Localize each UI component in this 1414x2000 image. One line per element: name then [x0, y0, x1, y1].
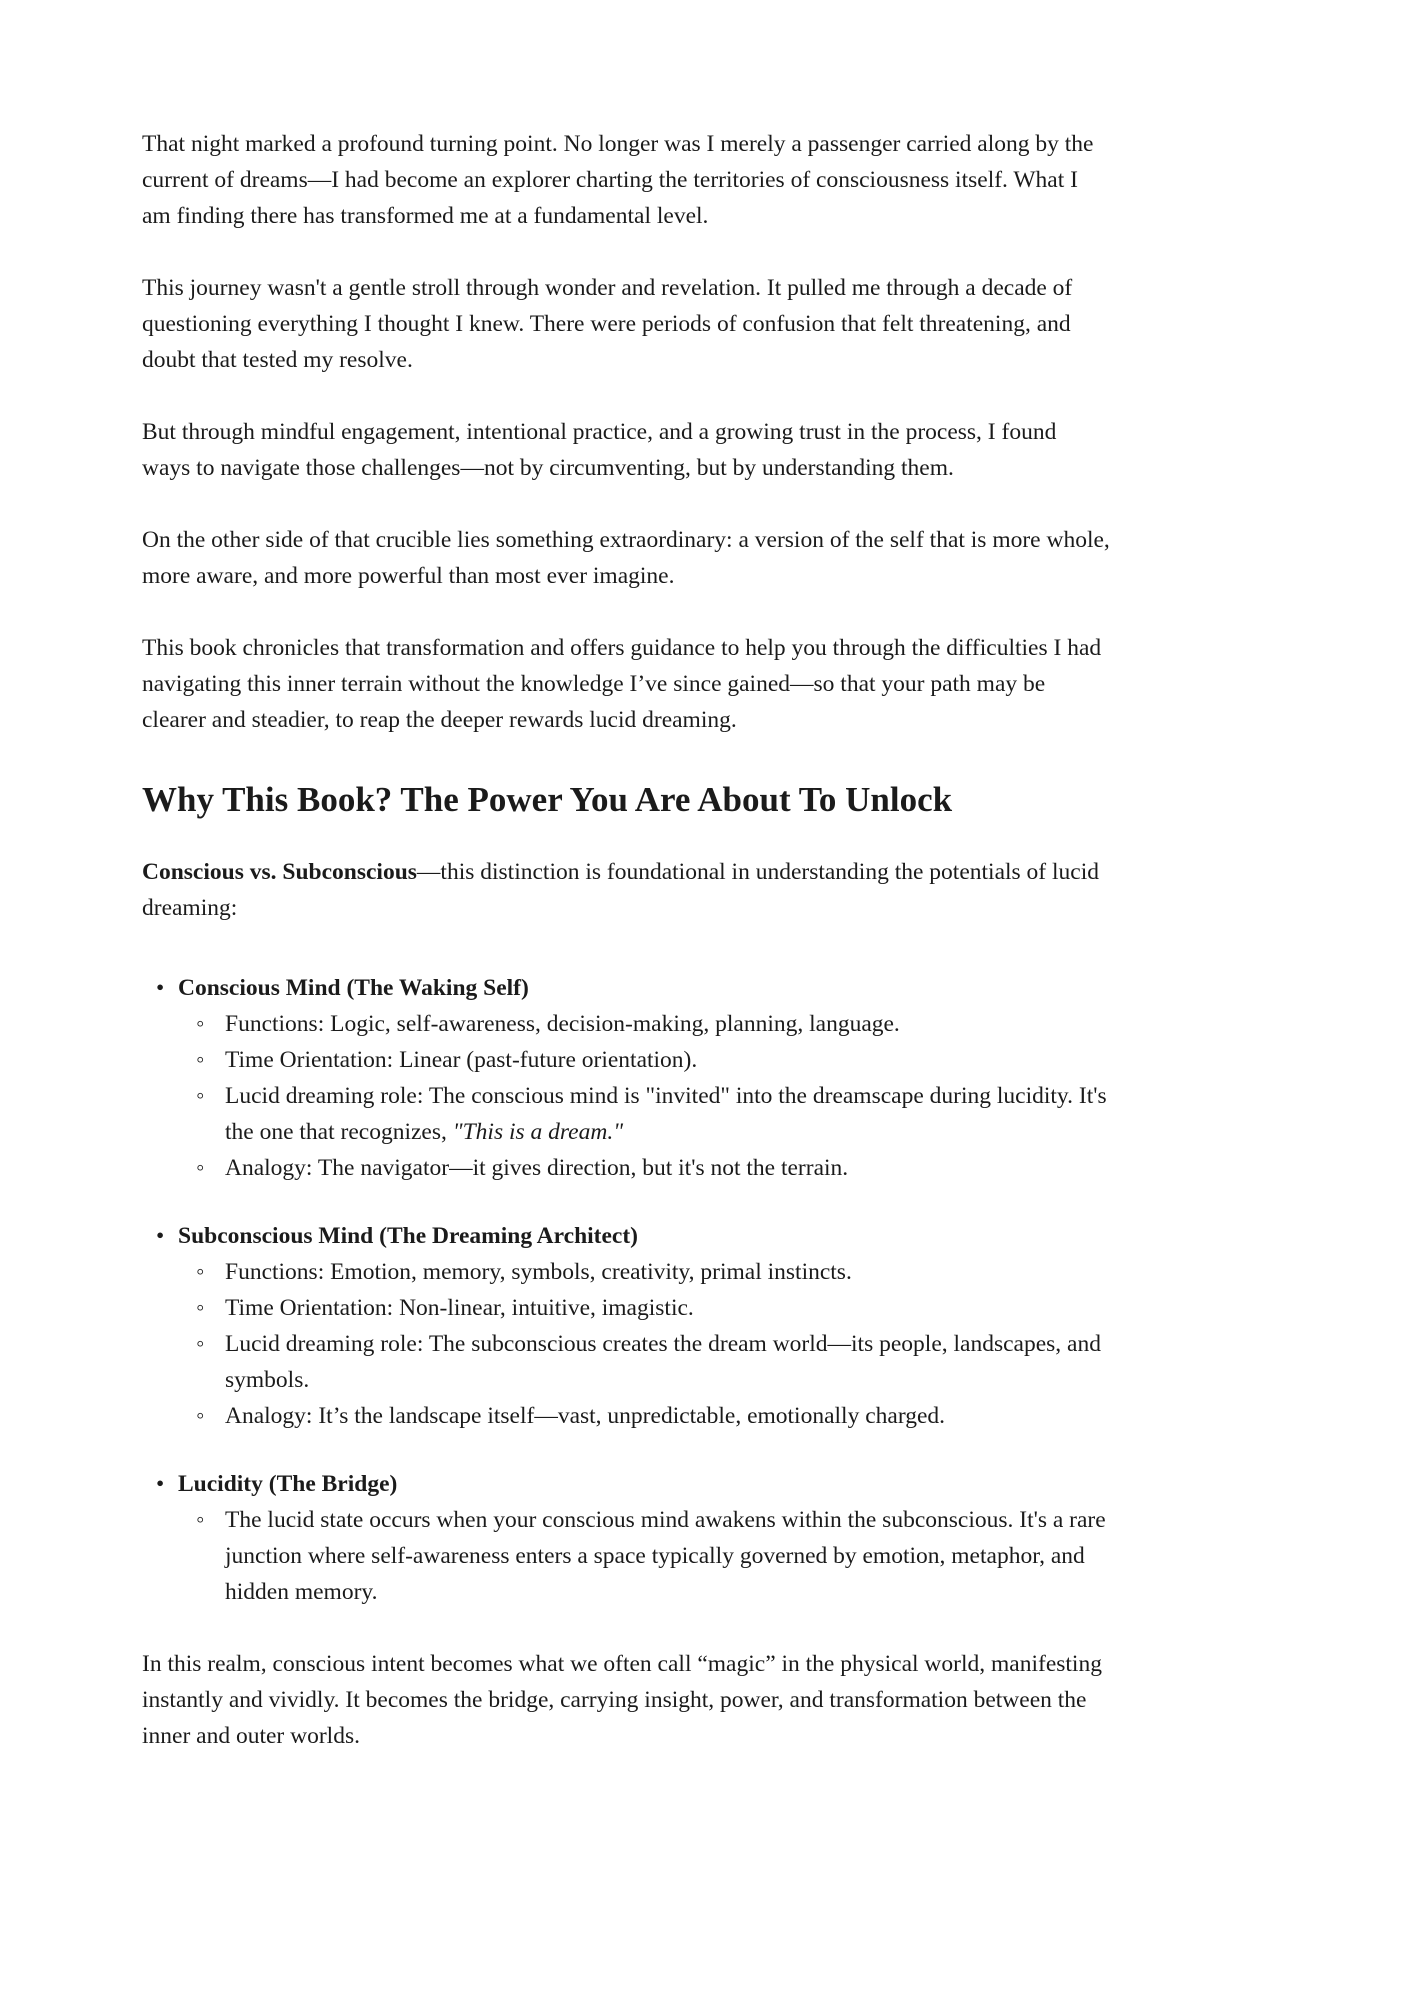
paragraph-mindful-engagement: But through mindful engagement, intentional practice, and a growing trust in the process, I found ways to navigate those challenges—not by circumventing, but by understanding them.	[142, 419, 1057, 481]
sublist-item-functions	[178, 1006, 1110, 1042]
sublist-item-italic-text: "This is a dream."	[452, 1119, 624, 1145]
circle-bullet-icon: ◦	[196, 1047, 205, 1073]
sublist-item-lucid-dreaming-role	[178, 1078, 1110, 1150]
sublist-conscious-mind	[178, 1006, 1110, 1186]
circle-bullet-icon: ◦	[196, 1259, 205, 1285]
sublist-item-text: Time Orientation: Non-linear, intuitive, imagistic.	[225, 1295, 694, 1321]
sublist-item-lucid-dreaming-role	[178, 1326, 1110, 1398]
paragraph-crucible: On the other side of that crucible lies something extraordinary: a version of the self that is more whole, more aware, and more powerful than most ever imagine.	[142, 527, 1110, 589]
sublist-subconscious-mind	[178, 1254, 1110, 1434]
intro-rest-text: —this distinction is foundational in understanding the potentials of lucid dreaming:	[142, 859, 1099, 921]
paragraph-book-chronicles: This book chronicles that transformation and offers guidance to help you through the difficulties I had navigating this inner terrain without the knowledge I’ve since gained—so that your path may be clearer and steadier, to reap the deeper rewards lucid dreaming.	[142, 635, 1102, 733]
paragraph-journey: This journey wasn't a gentle stroll through wonder and revelation. It pulled me through a decade of questioning everything I thought I knew. There were periods of confusion that felt threatening, and doubt that tested my resolve.	[142, 275, 1073, 373]
disc-bullet-icon: •	[156, 975, 165, 1001]
circle-bullet-icon: ◦	[196, 1403, 205, 1429]
circle-bullet-icon: ◦	[196, 1083, 205, 1109]
sublist-item-time-orientation	[178, 1290, 1110, 1326]
section-heading: Why This Book? The Power You Are About To Unlock	[142, 780, 953, 819]
sublist-item-text: Analogy: The navigator—it gives direction, but it's not the terrain.	[225, 1155, 849, 1181]
circle-bullet-icon: ◦	[196, 1011, 205, 1037]
sublist-item-lucid-state	[178, 1502, 1110, 1610]
sublist-item-text: Functions: Logic, self-awareness, decision-making, planning, language.	[225, 1011, 900, 1037]
sublist-lucidity	[178, 1502, 1110, 1610]
sublist-item-text: Lucid dreaming role: The subconscious creates the dream world—its people, landscapes, and symbols.	[225, 1331, 1101, 1393]
list-item-conscious-mind	[142, 970, 1110, 1186]
document-content	[142, 126, 1110, 1790]
sublist-item-analogy	[178, 1398, 1110, 1434]
circle-bullet-icon: ◦	[196, 1155, 205, 1181]
list-item-lucidity	[142, 1466, 1110, 1610]
sublist-item-text: Lucid dreaming role: The conscious mind is "invited" into the dreamscape during lucidity. It's the one that recognizes,	[225, 1083, 1107, 1145]
sublist-item-text: The lucid state occurs when your conscious mind awakens within the subconscious. It's a rare junction where self-awareness enters a space typically governed by emotion, metaphor, and hidden memory.	[225, 1507, 1106, 1605]
list-item-title: Subconscious Mind (The Dreaming Architect)	[178, 1223, 639, 1249]
paragraph-turning-point: That night marked a profound turning point. No longer was I merely a passenger carried along by the current of dreams—I had become an explorer charting the territories of consciousness itself. What I am finding there has transformed me at a fundamental level.	[142, 131, 1094, 229]
list-item-subconscious-mind	[142, 1218, 1110, 1434]
intro-paragraph	[142, 854, 1110, 926]
circle-bullet-icon: ◦	[196, 1295, 205, 1321]
sublist-item-time-orientation	[178, 1042, 1110, 1078]
sublist-item-text: Analogy: It’s the landscape itself—vast, unpredictable, emotionally charged.	[225, 1403, 946, 1429]
intro-bold-term: Conscious vs. Subconscious	[142, 859, 417, 885]
disc-bullet-icon: •	[156, 1223, 165, 1249]
concepts-list	[142, 970, 1110, 1610]
circle-bullet-icon: ◦	[196, 1331, 205, 1357]
sublist-item-text: Time Orientation: Linear (past-future orientation).	[225, 1047, 698, 1073]
sublist-item-analogy	[178, 1150, 1110, 1186]
list-item-title: Lucidity (The Bridge)	[178, 1471, 398, 1497]
circle-bullet-icon: ◦	[196, 1507, 205, 1533]
closing-paragraph: In this realm, conscious intent becomes what we often call “magic” in the physical world, manifesting instantly and vividly. It becomes the bridge, carrying insight, power, and transformation between the inner and outer worlds.	[142, 1651, 1102, 1749]
sublist-item-text: Functions: Emotion, memory, symbols, creativity, primal instincts.	[225, 1259, 852, 1285]
sublist-item-functions	[178, 1254, 1110, 1290]
list-item-title: Conscious Mind (The Waking Self)	[178, 975, 529, 1001]
disc-bullet-icon: •	[156, 1471, 165, 1497]
